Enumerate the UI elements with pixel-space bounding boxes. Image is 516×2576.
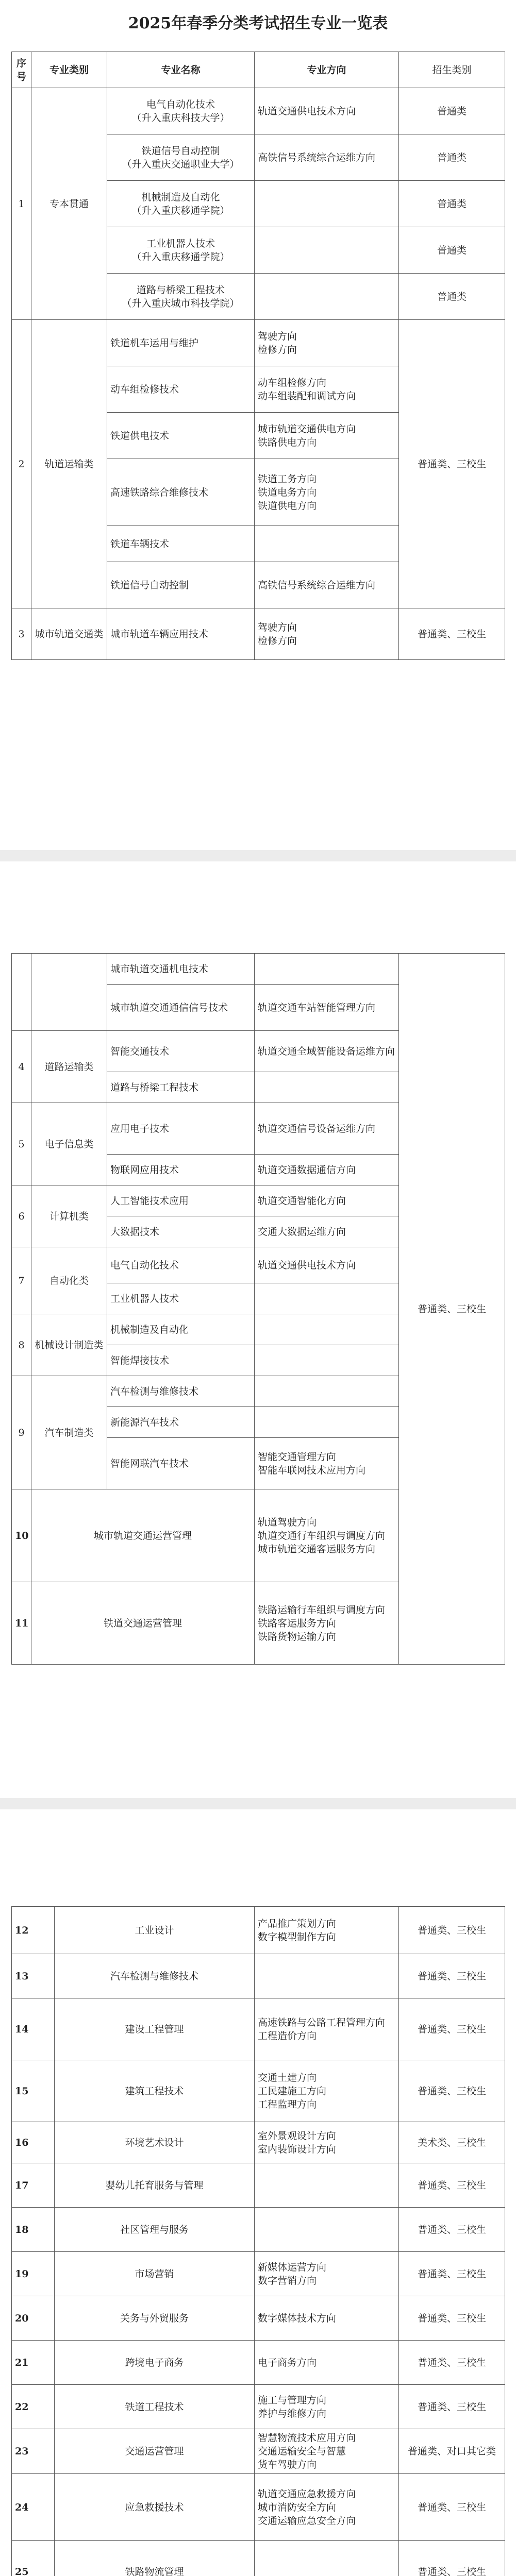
row-type: 美术类、三校生 [399,2122,505,2163]
table-row [12,2474,505,2541]
table-row [12,1998,505,2060]
table-row [12,2296,505,2341]
row-type: 普通类、三校生 [399,2060,505,2122]
row-direction: 电子商务方向 [255,2341,399,2385]
row-direction: 智慧物流技术应用方向 交通运输安全与智慧 货车驾驶方向 [255,2429,399,2474]
row-name: 新能源汽车技术 [107,1407,255,1438]
row-direction: 铁路运输行车组织与调度方向 铁路客运服务方向 铁路货物运输方向 [255,1582,399,1665]
row-type: 普通类 [399,181,505,227]
row-no: 16 [12,2122,55,2163]
row-no: 20 [12,2296,55,2341]
row-no: 17 [12,2163,55,2208]
row-direction: 动车组检修方向 动车组装配和调试方向 [255,366,399,413]
row-name: 机械制造及自动化 [107,1314,255,1345]
table-row [12,2163,505,2208]
table-section-1 [11,52,505,660]
row-name: 关务与外贸服务 [55,2296,255,2341]
row-name: 大数据技术 [107,1216,255,1247]
row-category: 轨道运输类 [31,320,107,608]
row-direction [255,1954,399,1998]
row-name: 铁道机车运用与维护 [107,320,255,366]
row-name: 应用电子技术 [107,1103,255,1155]
table-section-2 [11,953,505,1665]
row-category: 计算机类 [31,1185,107,1247]
header-category: 专业类别 [31,52,107,88]
table-row [12,954,505,985]
table-body-section-3 [12,1907,505,2576]
page-title: 2025年春季分类考试招生专业一览表 [128,14,388,32]
row-category: 道路运输类 [31,1031,107,1103]
row-direction: 驾驶方向 检修方向 [255,320,399,366]
row-name: 工业机器人技术 （升入重庆移通学院） [107,227,255,274]
row-no: 13 [12,1954,55,1998]
row-direction: 轨道驾驶方向 轨道交通行车组织与调度方向 城市轨道交通客运服务方向 [255,1489,399,1582]
row-type: 普通类、三校生 [399,954,505,1665]
row-type: 普通类、三校生 [399,2208,505,2252]
row-name: 铁道信号自动控制 [107,562,255,608]
row-direction [255,2208,399,2252]
row-type: 普通类、三校生 [399,2385,505,2429]
row-no: 1 [12,88,31,320]
row-name: 工业机器人技术 [107,1283,255,1314]
row-no: 15 [12,2060,55,2122]
row-type: 普通类 [399,227,505,274]
table-row [12,2341,505,2385]
row-no: 18 [12,2208,55,2252]
header-name: 专业名称 [107,52,255,88]
row-type: 普通类、三校生 [399,2163,505,2208]
row-category: 自动化类 [31,1247,107,1314]
row-no: 21 [12,2341,55,2385]
row-direction [255,1345,399,1376]
row-direction: 轨道交通信号设备运维方向 [255,1103,399,1155]
row-name: 汽车检测与维修技术 [107,1376,255,1407]
row-no: 12 [12,1907,55,1954]
row-name: 智能交通技术 [107,1031,255,1072]
row-name: 城市轨道交通机电技术 [107,954,255,985]
row-direction [255,2163,399,2208]
row-direction: 驾驶方向 检修方向 [255,608,399,660]
row-no: 11 [12,1582,31,1665]
row-name: 铁道车辆技术 [107,526,255,562]
row-name: 铁道供电技术 [107,413,255,459]
row-type: 普通类、三校生 [399,2541,505,2576]
row-name: 物联网应用技术 [107,1155,255,1185]
row-name: 社区管理与服务 [55,2208,255,2252]
row-no: 6 [12,1185,31,1247]
row-name: 道路与桥梁工程技术 （升入重庆城市科技学院） [107,274,255,320]
row-name: 铁道工程技术 [55,2385,255,2429]
table-row [12,2208,505,2252]
row-direction [255,227,399,274]
table-row [12,1954,505,1998]
row-name: 电气自动化技术 （升入重庆科技大学） [107,88,255,134]
row-no: 3 [12,608,31,660]
table-row [12,2541,505,2576]
row-name: 铁道交通运营管理 [31,1582,255,1665]
row-category: 城市轨道交通类 [31,608,107,660]
row-direction [255,1283,399,1314]
header-direction: 专业方向 [255,52,399,88]
row-direction [255,526,399,562]
row-no: 23 [12,2429,55,2474]
row-direction [255,1376,399,1407]
row-no: 25 [12,2541,55,2576]
page-divider [0,1798,516,1809]
row-direction: 轨道交通应急救援方向 城市消防安全方向 交通运输应急安全方向 [255,2474,399,2541]
row-type: 普通类、三校生 [399,1954,505,1998]
row-name: 道路与桥梁工程技术 [107,1072,255,1103]
table-row [12,2429,505,2474]
row-name: 城市轨道交通运营管理 [31,1489,255,1582]
row-no: 5 [12,1103,31,1185]
row-no: 24 [12,2474,55,2541]
row-no: 7 [12,1247,31,1314]
row-direction: 数字媒体技术方向 [255,2296,399,2341]
row-direction: 产品推广策划方向 数字模型制作方向 [255,1907,399,1954]
table-row [12,2060,505,2122]
row-direction: 轨道交通数据通信方向 [255,1155,399,1185]
header-no: 序号 [12,52,31,88]
row-no: 9 [12,1376,31,1489]
row-direction [255,1072,399,1103]
row-name: 人工智能技术应用 [107,1185,255,1216]
table-row [12,2385,505,2429]
row-direction: 轨道交通车站智能管理方向 [255,985,399,1031]
row-direction: 轨道交通供电技术方向 [255,88,399,134]
row-name: 建设工程管理 [55,1998,255,2060]
row-type: 普通类、三校生 [399,1907,505,1954]
row-name: 机械制造及自动化 （升入重庆移通学院） [107,181,255,227]
row-type: 普通类、三校生 [399,2341,505,2385]
row-type: 普通类 [399,134,505,181]
row-direction: 高铁信号系统综合运维方向 [255,562,399,608]
table-row [12,320,505,366]
row-direction [255,274,399,320]
table-row [12,608,505,660]
row-name: 环境艺术设计 [55,2122,255,2163]
row-type: 普通类、三校生 [399,320,505,608]
row-direction: 智能交通管理方向 智能车联网技术应用方向 [255,1438,399,1489]
row-direction: 高速铁路与公路工程管理方向 工程造价方向 [255,1998,399,2060]
row-direction [255,954,399,985]
row-name: 建筑工程技术 [55,2060,255,2122]
row-category: 机械设计制造类 [31,1314,107,1376]
row-name: 跨境电子商务 [55,2341,255,2385]
row-name: 铁路物流管理 [55,2541,255,2576]
row-direction: 高铁信号系统综合运维方向 [255,134,399,181]
table-header-row [12,52,505,88]
page-divider [0,850,516,861]
row-direction: 交通大数据运维方向 [255,1216,399,1247]
row-name: 铁道信号自动控制 （升入重庆交通职业大学） [107,134,255,181]
row-direction [255,1314,399,1345]
row-name: 高速铁路综合维修技术 [107,459,255,526]
row-category: 电子信息类 [31,1103,107,1185]
table-section-3 [11,1906,505,2576]
row-direction [255,2541,399,2576]
row-name: 工业设计 [55,1907,255,1954]
row-name: 城市轨道交通通信信号技术 [107,985,255,1031]
row-no: 4 [12,1031,31,1103]
row-direction: 轨道交通全域智能设备运维方向 [255,1031,399,1072]
row-type: 普通类、三校生 [399,2296,505,2341]
row-no: 19 [12,2252,55,2296]
row-no: 14 [12,1998,55,2060]
row-no: 10 [12,1489,31,1582]
row-category: 汽车制造类 [31,1376,107,1489]
table-row [12,2122,505,2163]
row-type: 普通类 [399,88,505,134]
row-no: 22 [12,2385,55,2429]
row-no: 8 [12,1314,31,1376]
row-name: 交通运营管理 [55,2429,255,2474]
row-name: 动车组检修技术 [107,366,255,413]
row-type: 普通类、三校生 [399,1998,505,2060]
row-name: 市场营销 [55,2252,255,2296]
row-no: 2 [12,320,31,608]
table-row [12,2252,505,2296]
row-type: 普通类、三校生 [399,2474,505,2541]
row-direction: 轨道交通供电技术方向 [255,1247,399,1283]
row-direction [255,181,399,227]
table-row [12,88,505,134]
row-type: 普通类、三校生 [399,2252,505,2296]
row-type: 普通类、三校生 [399,608,505,660]
row-direction: 铁道工务方向 铁道电务方向 铁道供电方向 [255,459,399,526]
row-direction [255,1407,399,1438]
row-name: 婴幼儿托育服务与管理 [55,2163,255,2208]
row-direction: 施工与管理方向 养护与维修方向 [255,2385,399,2429]
row-name: 电气自动化技术 [107,1247,255,1283]
row-type: 普通类、对口其它类 [399,2429,505,2474]
header-type: 招生类别 [399,52,505,88]
row-name: 智能网联汽车技术 [107,1438,255,1489]
row-direction: 轨道交通智能化方向 [255,1185,399,1216]
row-name: 城市轨道车辆应用技术 [107,608,255,660]
row-name: 汽车检测与维修技术 [55,1954,255,1998]
row-name: 智能焊接技术 [107,1345,255,1376]
table-row [12,1907,505,1954]
row-direction: 交通土建方向 工民建施工方向 工程监理方向 [255,2060,399,2122]
row-direction: 城市轨道交通供电方向 铁路供电方向 [255,413,399,459]
row-direction: 室外景观设计方向 室内装饰设计方向 [255,2122,399,2163]
row-category: 专本贯通 [31,88,107,320]
row-direction: 新媒体运营方向 数字营销方向 [255,2252,399,2296]
row-name: 应急救援技术 [55,2474,255,2541]
row-type: 普通类 [399,274,505,320]
